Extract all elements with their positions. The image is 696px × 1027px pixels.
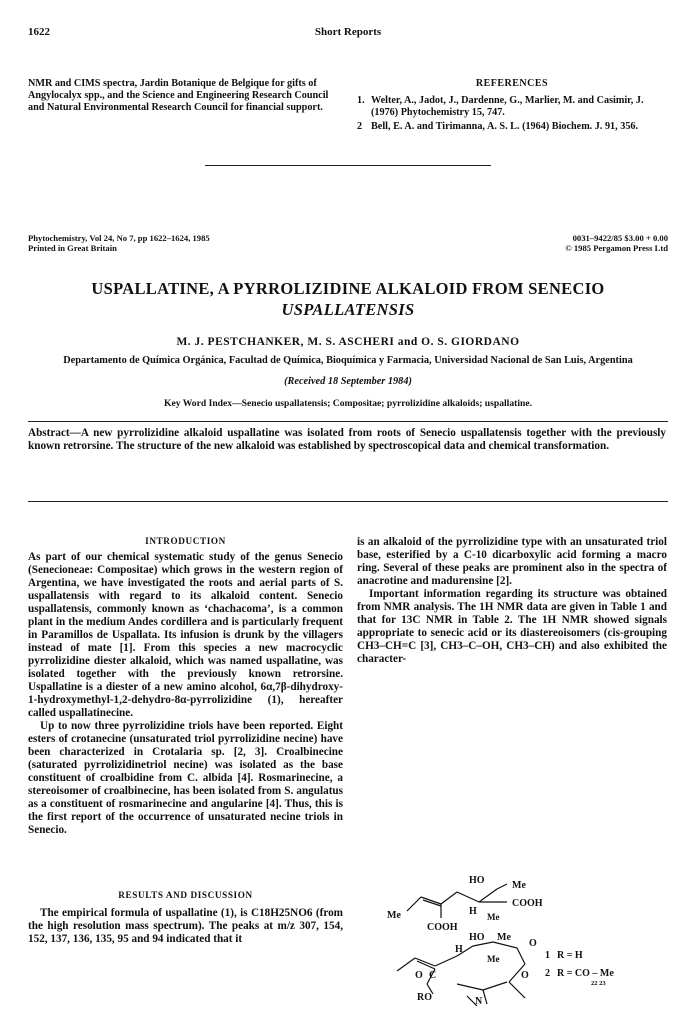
alkaloid-h: H bbox=[455, 944, 463, 955]
compound-2-number: 2 bbox=[545, 968, 550, 979]
acid-me-mid: Me bbox=[487, 912, 500, 922]
journal-citation: Phytochemistry, Vol 24, No 7, pp 1622–1624, 1985 bbox=[28, 233, 210, 243]
acid-cooh-right: COOH bbox=[512, 898, 543, 909]
running-head: Short Reports bbox=[314, 26, 382, 38]
separator-rule bbox=[205, 165, 491, 166]
acid-ho: HO bbox=[469, 875, 485, 886]
compound-2-subscript: 22 23 bbox=[591, 980, 606, 987]
right-paragraph-2: Important information regarding its structure was obtained from NMR analysis. The 1H NMR data are given in Table 1 and that for 13C NMR in Table 2. The 1H NMR showed signals appropriate to senecic acid or its diastereoisomers (cis-grouping CH3–CH=C [3], CH3–C–OH, CH3–CH) and also exhibited the character- bbox=[357, 588, 667, 665]
compound-1-r: R = H bbox=[557, 950, 583, 961]
acid-me-top: Me bbox=[512, 880, 526, 891]
keyword-index bbox=[0, 398, 696, 409]
acknowledgements: NMR and CIMS spectra, Jardin Botanique de Belgique for gifts of Angylocalyx spp., and the Science and Engineering Research Council and Natural Environmental Research Council for financial support. bbox=[28, 78, 329, 114]
alkaloid-n: N bbox=[475, 996, 483, 1006]
alkaloid-o-carbonyl: O bbox=[529, 938, 537, 949]
compound-2-r: R = CO – Me bbox=[557, 968, 614, 979]
acid-me-left: Me bbox=[387, 910, 401, 921]
results-body bbox=[28, 907, 343, 946]
abstract-text: —A new pyrrolizidine alkaloid uspallatine was isolated from roots of Senecio uspallatensis together with the previously known retrorsine. The structure of the new alkaloid was established by spectroscopical data and chemical transformation. bbox=[28, 427, 666, 453]
alkaloid-o-right: O bbox=[521, 970, 529, 981]
results-heading: RESULTS AND DISCUSSION bbox=[118, 890, 253, 900]
reference-item bbox=[357, 95, 667, 119]
title-line-1: USPALLATINE, A PYRROLIZIDINE ALKALOID FROM SENECIO bbox=[91, 279, 605, 298]
introduction-paragraph-1: As part of our chemical systematic study of the genus Senecio (Senecioneae: Compositae) which grows in the western region of Argentina, we have investigated the roots and aerial parts of S. uspallatensis with regard to its alkaloid content. Senecio uspallatensis, commonly known as ‘chachacoma’, is a common plant in the medium Andes cordillera and is particularly frequent in Paramillos de Uspallata. Its infusion is drunk by the villagers instead of mate [1]. From this species a new macrocyclic pyrrolizidine diester alkaloid, which was named uspallatine, was isolated together with the previously known retrorsine. Uspallatine is a diester of a new amino alcohol, 6α,7β-dihydroxy-1-hydroxymethyl-1,2-dehydro-8α-pyrrolizidine (1), hereafter called uspallatinecine. bbox=[28, 551, 343, 719]
compound-1-number: 1 bbox=[545, 950, 550, 961]
journal-code: 0031–9422/85 $3.00 + 0.00 bbox=[572, 233, 668, 243]
reference-number: 1. bbox=[357, 95, 365, 106]
article-title bbox=[40, 278, 656, 320]
results-paragraph-1: The empirical formula of uspallatine (1), is C18H25NO6 (from the high resolution mass spectrum). The peaks at m/z 307, 154, 152, 137, 136, 135, 95 and 94 indicated that it bbox=[28, 907, 343, 945]
printed-in: Printed in Great Britain bbox=[28, 243, 117, 253]
abstract-top-rule bbox=[28, 421, 668, 422]
reference-text: Bell, E. A. and Tirimanna, A. S. L. (1964) Biochem. J. 91, 356. bbox=[371, 121, 639, 132]
page-number: 1622 bbox=[28, 26, 50, 38]
authors: M. J. PESTCHANKER, M. S. ASCHERI and O. S. GIORDANO bbox=[176, 336, 520, 348]
introduction-heading: INTRODUCTION bbox=[145, 536, 226, 546]
references-title: REFERENCES bbox=[475, 78, 549, 89]
alkaloid-ho: HO bbox=[469, 932, 485, 943]
alkaloid-o-left: O bbox=[415, 970, 423, 981]
introduction-body bbox=[28, 551, 343, 837]
chemical-structures bbox=[357, 586, 667, 1006]
reference-text: Welter, A., Jadot, J., Dardenne, G., Marlier, M. and Casimir, J. (1976) Phytochemistry 15, 747. bbox=[371, 95, 644, 119]
reference-number: 2 bbox=[357, 121, 363, 132]
alkaloid-c-left: C bbox=[429, 970, 437, 981]
acid-h: H bbox=[469, 906, 477, 917]
alkaloid-ro: RO bbox=[417, 992, 432, 1003]
abstract-label: Abstract bbox=[28, 427, 70, 439]
received-date: (Received 18 September 1984) bbox=[284, 376, 412, 387]
keyword-label: Key Word Index bbox=[164, 398, 233, 409]
abstract-bottom-rule bbox=[28, 501, 668, 502]
introduction-paragraph-2: Up to now three pyrrolizidine triols have been reported. Eight esters of crotanecine (unsaturated triol pyrrolizidine necine) have been characterized in Crotalaria sp. [2, 3]. Croalbinecine (saturated pyrrolizidinetriol necine) was isolated as the base constituent of croalbidine from C. albida [4]. Rosmarinecine, a stereoisomer of croalbinecine, has been isolated from S. angulatus as a constituent of rosmarinecine and angularine [4]. Thus, this is the first report of the occurrence of unsaturated necine triols in Senecio. bbox=[28, 720, 343, 836]
affiliation: Departamento de Química Orgánica, Facultad de Química, Bioquímica y Farmacia, Universidad Nacional de San Luis, Argentina bbox=[63, 355, 633, 366]
keyword-list: —Senecio uspallatensis; Compositae; pyrrolizidine alkaloids; uspallatine. bbox=[232, 398, 532, 409]
title-line-2: USPALLATENSIS bbox=[281, 300, 415, 319]
right-paragraph-1: is an alkaloid of the pyrrolizidine type with an unsaturated triol base, esterified by a C-10 dicarboxylic acid forming a macro ring. Several of these peaks are prominent also in the spectra of anacrotine and madurensine [2]. bbox=[357, 536, 667, 587]
abstract bbox=[28, 427, 666, 454]
alkaloid-me-mid: Me bbox=[487, 954, 500, 964]
alkaloid-me12: Me bbox=[497, 932, 511, 943]
acid-cooh-bottom: COOH bbox=[427, 922, 458, 933]
reference-item bbox=[357, 121, 667, 133]
copyright: © 1985 Pergamon Press Ltd bbox=[565, 243, 668, 253]
